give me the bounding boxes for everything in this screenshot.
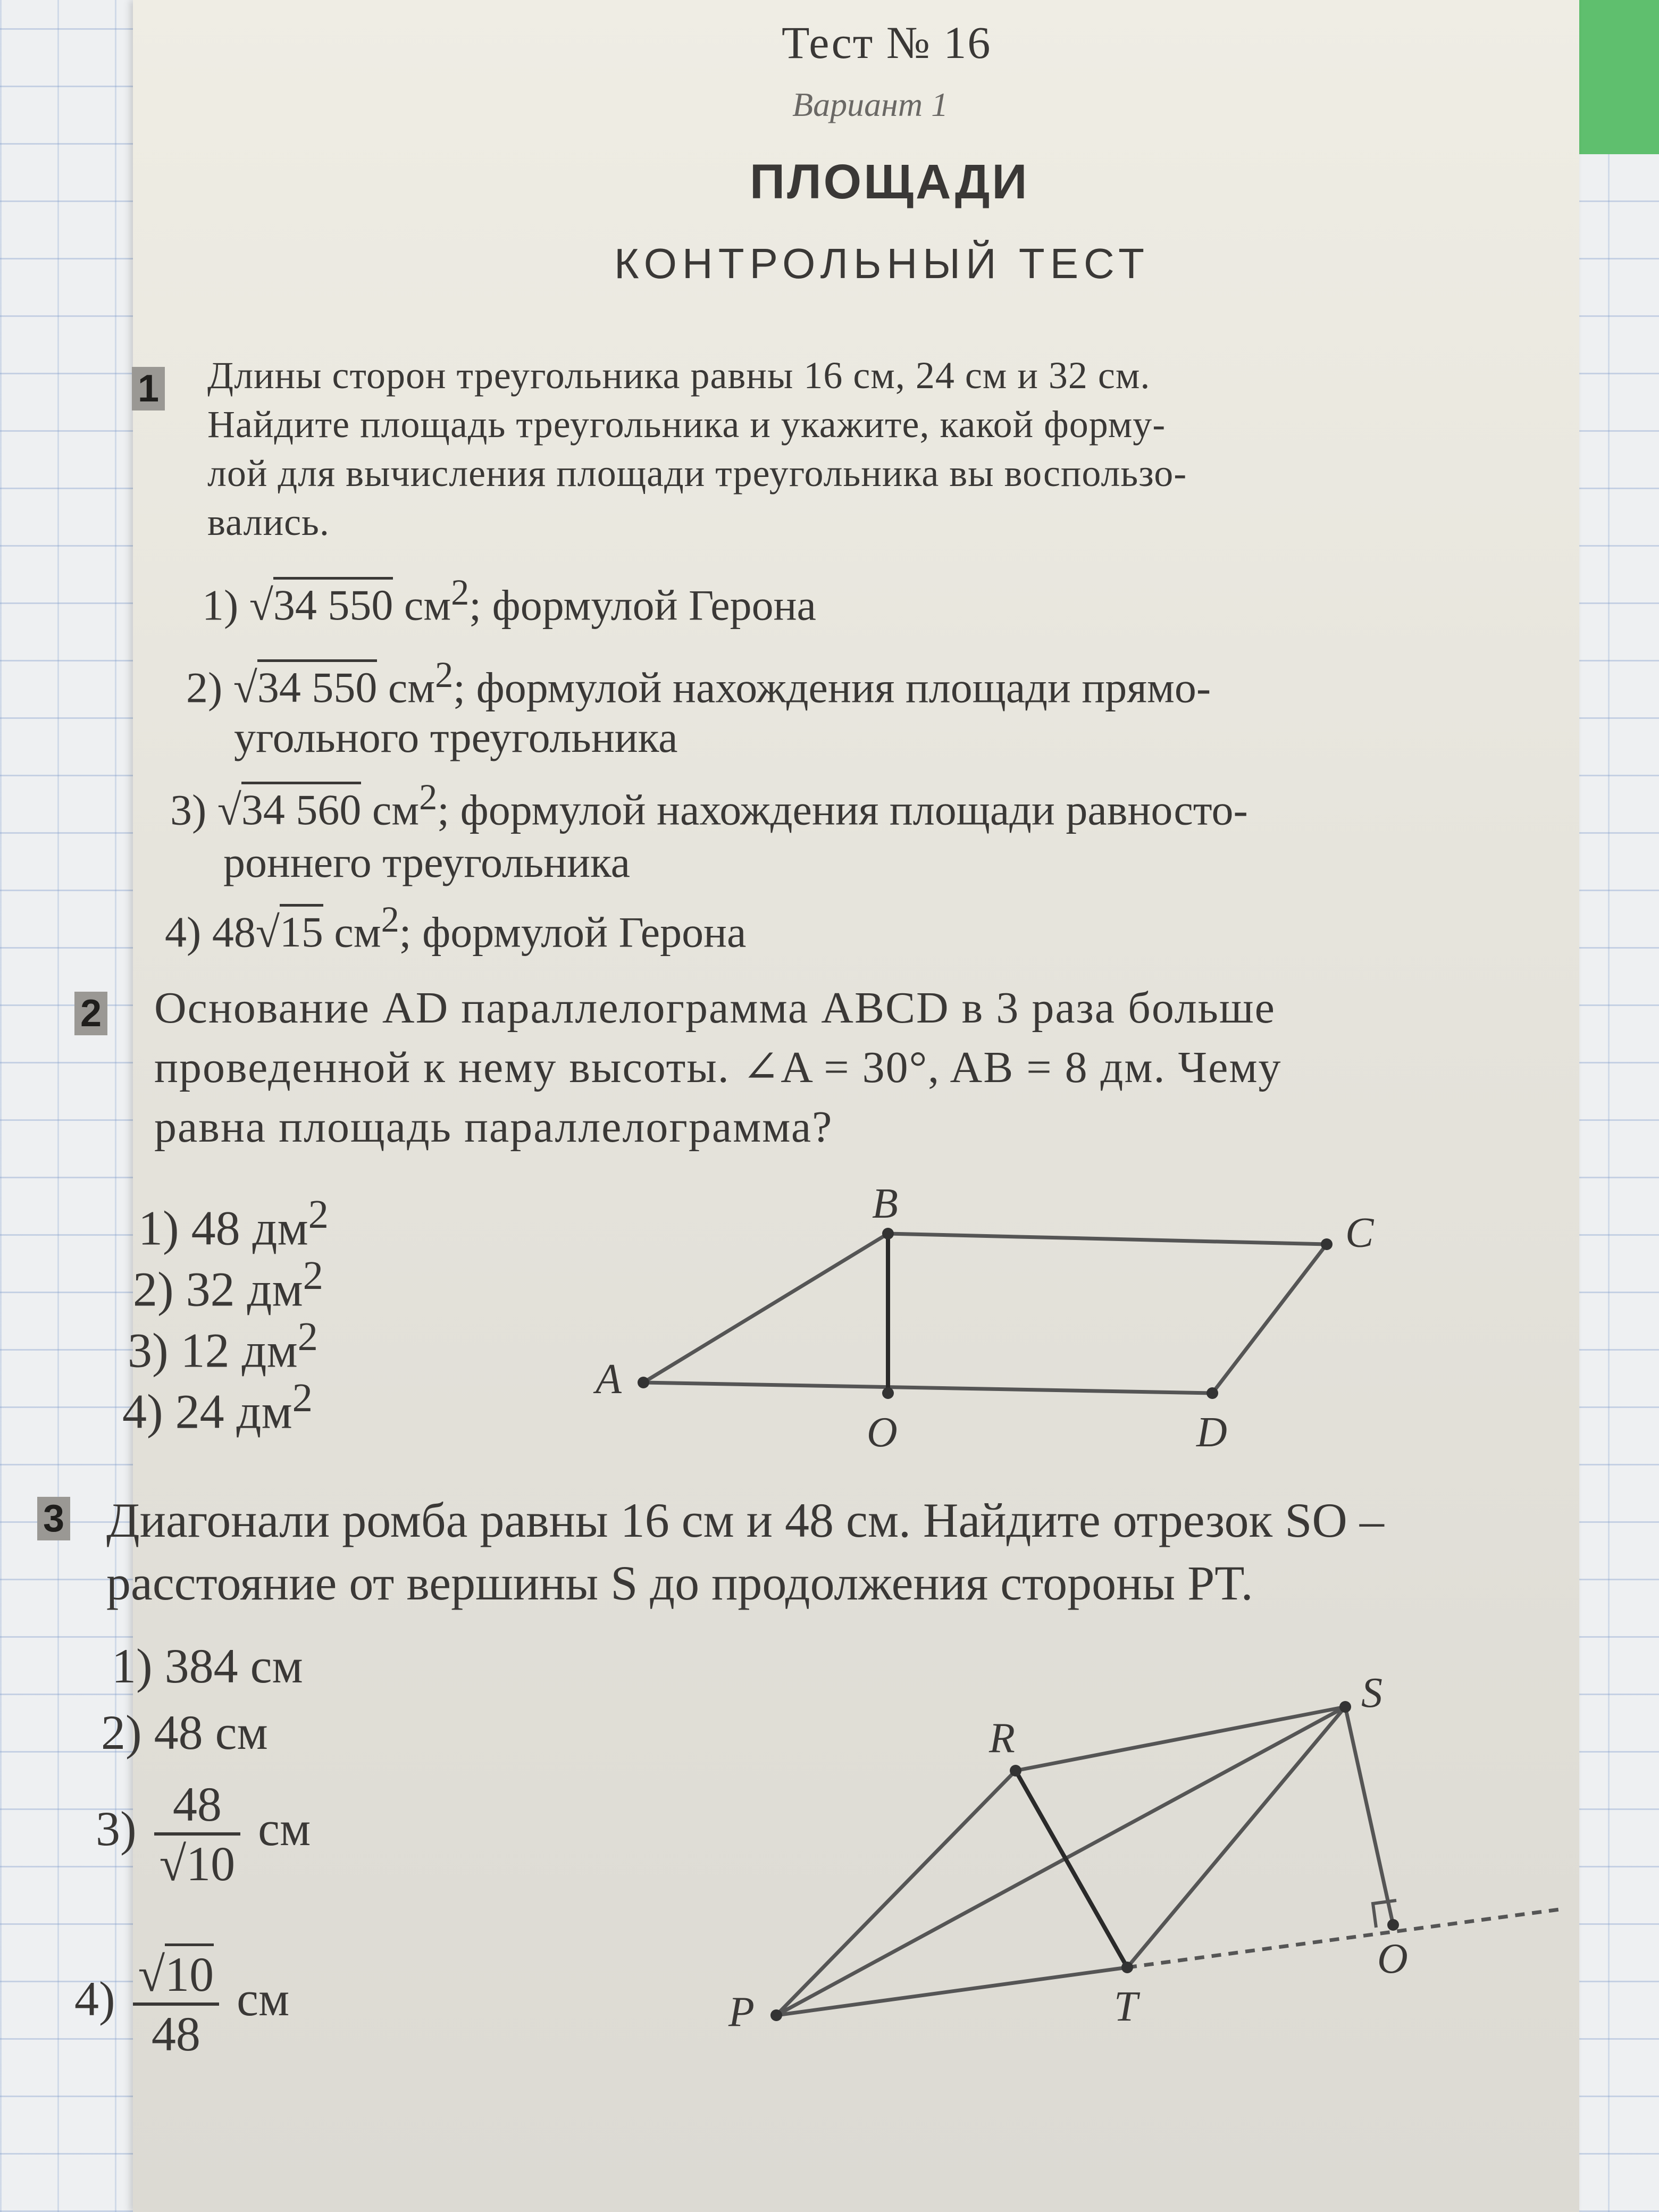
radicand: 34 560 [241,782,362,834]
question-3-text [106,1489,1384,1614]
question-1-line: Длины сторон треугольника равны 16 см, 24 см и 32 см. [207,354,1151,397]
extension-pt [1127,1909,1563,1967]
point-o [1387,1919,1399,1931]
label-d: D [1196,1409,1227,1456]
side-rs [1016,1707,1345,1771]
side-pt [776,1967,1127,2015]
label-r: R [989,1715,1015,1762]
sqrt-sign-icon: √ [233,663,257,712]
question-3-option-1[interactable]: 1) 384 см [112,1639,303,1693]
radicand: 15 [280,904,323,956]
sqrt-sign-icon: √ [138,1947,165,2001]
question-3-option-4[interactable]: 4) $\frac{√10}{48}$ см [74,1946,289,2062]
question-1-option-1[interactable]: 1) √34 550 $см^2$; формулой Герона [202,572,816,630]
question-3-number: 3 [37,1497,70,1540]
diagonal-rt [1016,1771,1127,1967]
point-r [1010,1765,1021,1777]
point-p [770,2009,782,2021]
sqrt-sign-icon: √ [255,908,280,957]
question-3-option-3[interactable]: 3) $\frac{48}{√10}$ см [96,1777,311,1891]
question-2-option-1[interactable]: 1) 48 $дм^2$ [138,1192,329,1255]
question-1-line: лой для вычисления площади треугольника вы воспользо- [207,452,1187,495]
question-2-option-3[interactable]: 3) 12 $дм^2$ [128,1314,318,1378]
label-o: O [1377,1936,1408,1982]
question-3-option-2[interactable]: 2) 48 см [101,1705,268,1759]
question-3-line: расстояние от вершины S до продолжения стороны PT. [106,1556,1253,1610]
question-2-option-2[interactable]: 2) 32 $дм^2$ [133,1253,323,1317]
test-number: Тест № 16 [782,17,992,68]
parallelogram-figure [558,1170,1622,1468]
point-o [882,1387,894,1399]
page-subtitle: КОНТРОЛЬНЫЙ ТЕСТ [614,240,1150,287]
question-1-option-2-continuation: угольного треугольника [234,713,678,761]
fraction: $\frac{48}{√10}$ [154,1776,241,1892]
question-2-text [154,978,1282,1157]
label-t: T [1114,1983,1138,2030]
side-cd [1212,1244,1327,1393]
label-o: O [867,1409,898,1456]
rhombus-figure [718,1675,1569,2090]
sqrt-sign-icon: √ [217,785,241,834]
page-title: ПЛОЩАДИ [750,155,1029,209]
point-d [1206,1387,1218,1399]
question-3-line: Диагонали ромба равны 16 см и 48 см. Найдите отрезок SO – [106,1493,1384,1547]
question-1-line: Найдите площадь треугольника и укажите, какой форму- [207,403,1166,446]
test-sheet [43,0,1579,2212]
point-a [638,1377,649,1388]
fraction: $\frac{√10}{48}$ [133,1946,220,2062]
question-1-text [207,351,1187,547]
sqrt-sign-icon: √ [159,1837,187,1891]
question-1-number: 1 [132,367,165,410]
question-2-option-4[interactable]: 4) 24 $дм^2$ [122,1375,313,1439]
variant-label: Вариант 1 [792,86,949,123]
question-1-option-4[interactable]: 4) 48√15 $см^2$; формулой Герона [165,899,747,957]
question-1-option-2[interactable]: 2) √34 550 $см^2$; формулой нахождения площади прямо- [186,655,1211,712]
side-ad [643,1382,1212,1393]
label-b: B [872,1180,898,1227]
diagonal-ps [776,1707,1345,2015]
side-pr [776,1771,1016,2015]
point-b [882,1228,894,1239]
side-bc [888,1234,1327,1244]
point-c [1321,1238,1333,1250]
label-a: A [596,1356,622,1403]
question-2-number: 2 [74,992,107,1035]
point-s [1339,1701,1351,1713]
segment-so [1345,1707,1393,1925]
radicand: 34 550 [257,659,378,711]
question-1-option-3[interactable]: 3) √34 560 $см^2$; формулой нахождения площади равносто- [170,777,1248,834]
side-st [1127,1707,1345,1967]
green-notebook-tab [1569,0,1659,154]
side-ab [643,1234,888,1382]
question-2-line: равна площадь параллелограмма? [154,1102,833,1152]
point-t [1121,1962,1133,1973]
label-s: S [1361,1675,1382,1716]
sqrt-sign-icon: √ [249,581,273,630]
label-c: C [1345,1210,1374,1256]
question-1-option-3-continuation: роннего треугольника [223,838,631,886]
question-1-line: вались. [207,501,330,543]
question-2-line: Основание AD параллелограмма ABCD в 3 раза больше [154,983,1276,1033]
label-p: P [728,1989,755,2035]
radicand: 34 550 [273,577,393,629]
question-2-line: проведенной к нему высоты. ∠A = 30°, AB = 8 дм. Чему [154,1043,1282,1092]
